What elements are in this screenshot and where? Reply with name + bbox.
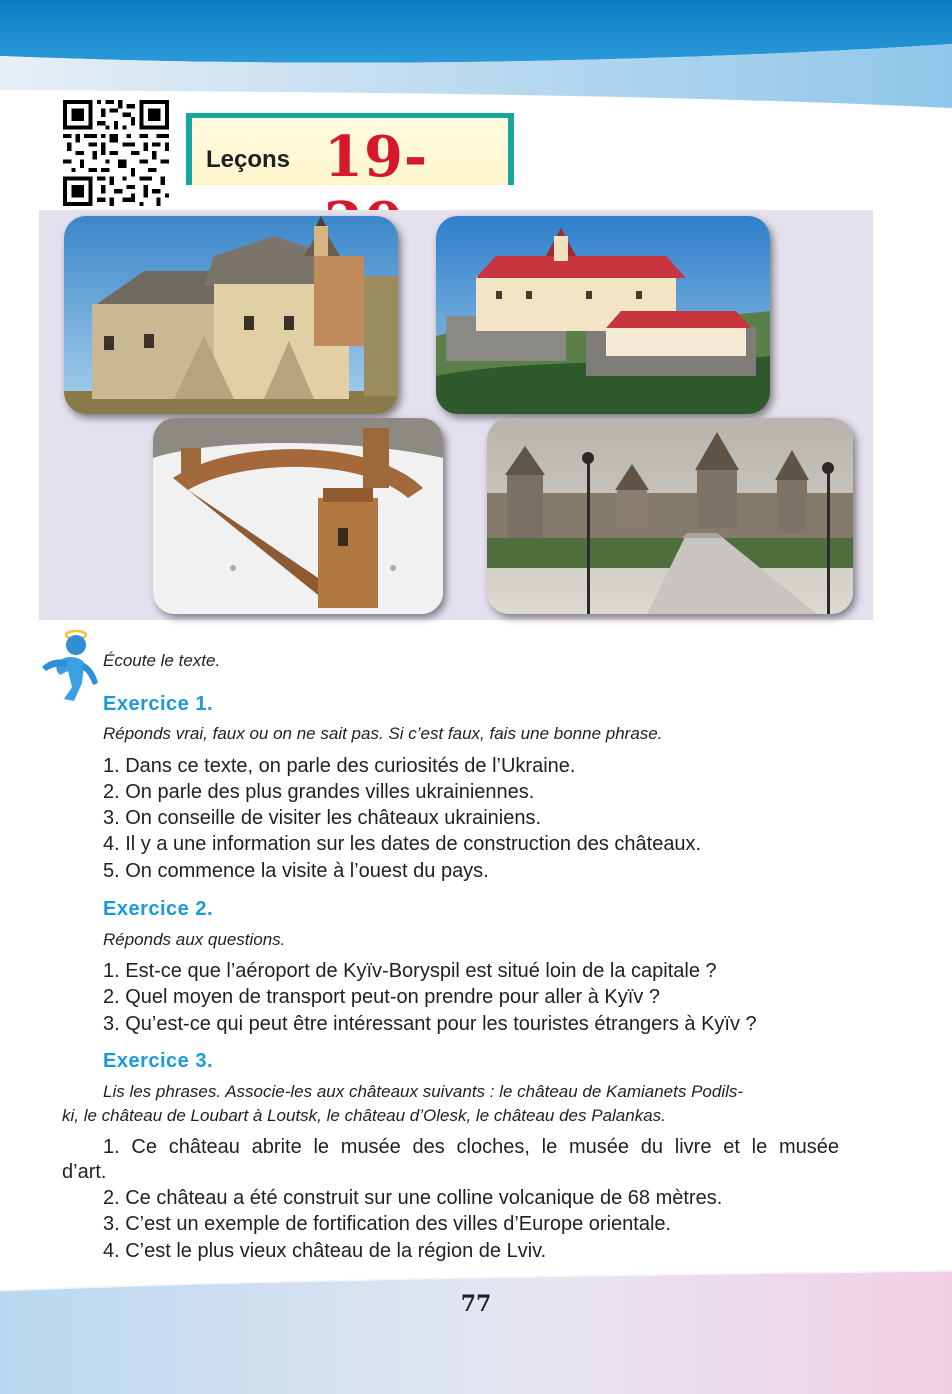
exercise-2-instruction: Réponds aux questions. bbox=[103, 930, 286, 949]
lesson-title-box bbox=[186, 113, 514, 190]
page-number: 77 bbox=[460, 1291, 492, 1317]
castle-olesk-photo bbox=[64, 216, 398, 414]
footer-wave-band bbox=[0, 1270, 952, 1394]
lessons-label: Leçons bbox=[206, 146, 291, 173]
exercise-3-item: 2. Ce château a été construit sur une colline volcanique de 68 mètres. bbox=[103, 1187, 723, 1209]
castle-kamianets-photo bbox=[487, 418, 853, 614]
exercise-1-item: 5. On commence la visite à l’ouest du pays. bbox=[103, 860, 489, 882]
exercise-3-title: Exercice 3. bbox=[103, 1050, 214, 1072]
exercise-1-item: 4. Il y a une information sur les dates de construction des châteaux. bbox=[103, 833, 702, 855]
exercise-3-instruction: Lis les phrases. Associe-les aux châteaux suivants : le château de Kamianets Podils- bbox=[103, 1082, 744, 1101]
exercise-1-item: 3. On conseille de visiter les châteaux ukrainiens. bbox=[103, 807, 542, 829]
listening-figure-icon bbox=[38, 627, 102, 703]
exercise-3-item: 3. C’est un exemple de fortification des villes d’Europe orientale. bbox=[103, 1213, 672, 1235]
exercise-2-item: 3. Qu’est-ce qui peut être intéressant pour les touristes étrangers à Kyïv ? bbox=[103, 1013, 757, 1035]
exercise-2-item: 2. Quel moyen de transport peut-on prendre pour aller à Kyïv ? bbox=[103, 986, 660, 1008]
listen-instruction: Écoute le texte. bbox=[103, 651, 221, 670]
castle-palanok-photo bbox=[436, 216, 770, 414]
exercise-3-item: 1. Ce château abrite le musée des cloches, le musée du livre et le musée bbox=[103, 1136, 839, 1158]
exercise-2-title: Exercice 2. bbox=[103, 898, 214, 920]
exercise-3-item-cont: d’art. bbox=[62, 1161, 107, 1183]
exercise-3-item: 4. C’est le plus vieux château de la région de Lviv. bbox=[103, 1240, 547, 1262]
exercise-2-item: 1. Est-ce que l’aéroport de Kyïv-Boryspil est situé loin de la capitale ? bbox=[103, 960, 717, 982]
exercise-1-item: 1. Dans ce texte, on parle des curiosités de l’Ukraine. bbox=[103, 755, 576, 777]
exercise-3-instruction-cont: ki, le château de Loubart à Loutsk, le château d’Olesk, le château des Palankas. bbox=[62, 1106, 666, 1125]
qr-code-icon[interactable] bbox=[63, 100, 169, 206]
castle-lubart-photo bbox=[153, 418, 443, 614]
exercise-1-instruction: Réponds vrai, faux ou on ne sait pas. Si c’est faux, fais une bonne phrase. bbox=[103, 724, 663, 743]
exercise-1-title: Exercice 1. bbox=[103, 693, 214, 715]
exercise-1-item: 2. On parle des plus grandes villes ukrainiennes. bbox=[103, 781, 535, 803]
lessons-number: 19- bbox=[324, 124, 429, 190]
